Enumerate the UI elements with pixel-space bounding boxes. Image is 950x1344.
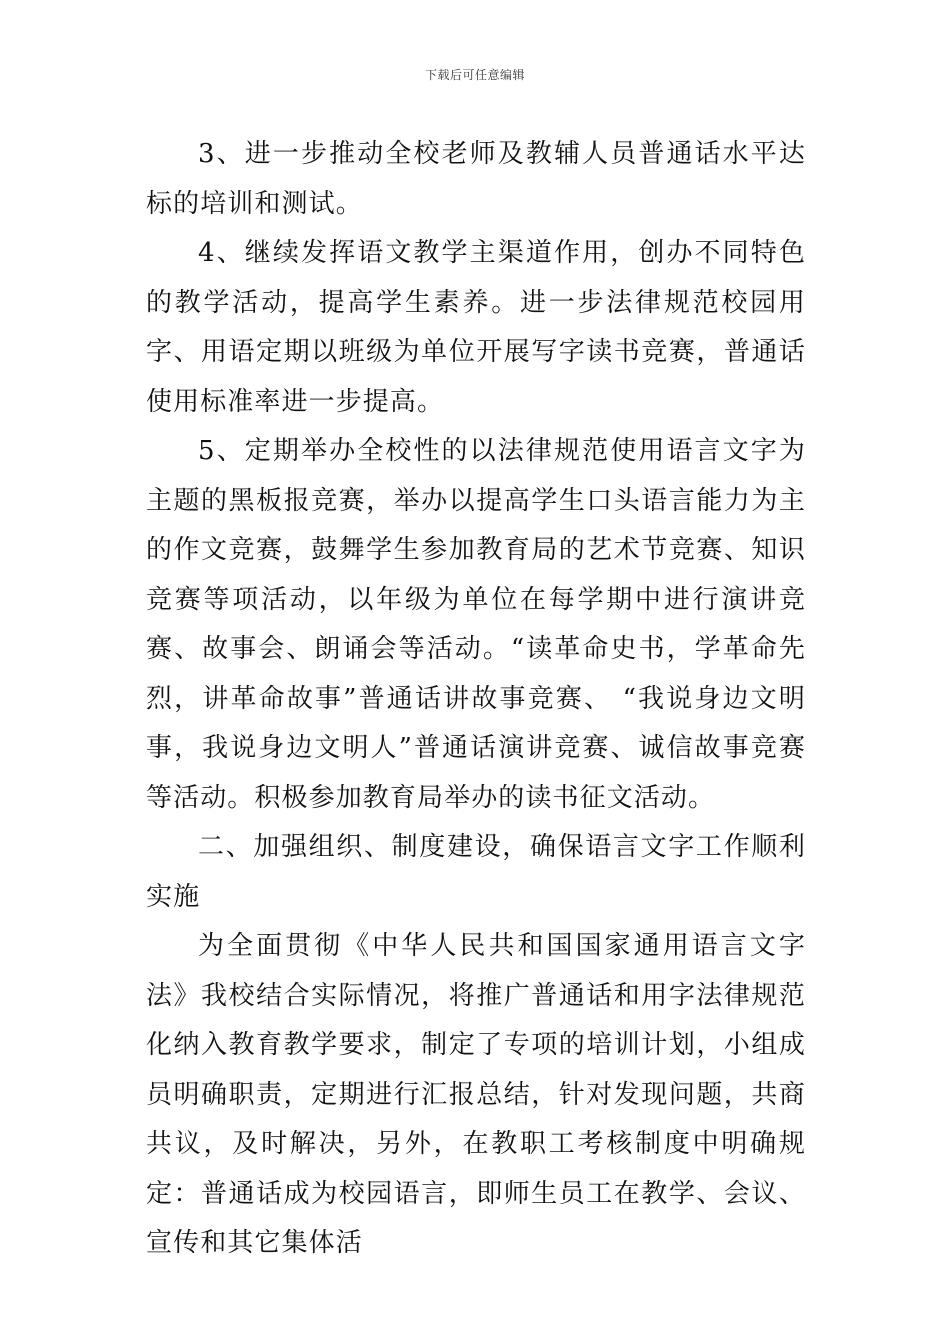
section-heading-two: 二、加强组织、制度建设，确保语言文字工作顺利实施	[146, 832, 806, 912]
document-body	[146, 130, 806, 1269]
paragraph-item-3: 3、进一步推动全校老师及教辅人员普通话水平达标的培训和测试。	[146, 139, 806, 219]
paragraph-item-4: 4、继续发挥语文教学主渠道作用，创办不同特色的教学活动，提高学生素养。进一步法律规范校园用字、用语定期以班级为单位开展写字读书竞赛，普通话使用标准率进一步提高。	[146, 238, 806, 417]
paragraph-item-5: 5、定期举办全校性的以法律规范使用语言文字为主题的黑板报竞赛，举办以提高学生口头语言能力为主的作文竞赛，鼓舞学生参加教育局的艺术节竞赛、知识竞赛等项活动，以年级为单位在每学期中进行演讲竞赛、故事会、朗诵会等活动。“读革命史书，学革命先烈，讲革命故事”普通话讲故事竞赛、 “我说身边文明事，我说身边文明人”普通话演讲竞赛、诚信故事竞赛等活动。积极参加教育局举办的读书征文活动。	[146, 436, 806, 813]
paragraph-implementation: 为全面贯彻《中华人民共和国国家通用语言文字法》我校结合实际情况，将推广普通话和用字法律规范化纳入教育教学要求，制定了专项的培训计划，小组成员明确职责，定期进行汇报总结，针对发现问题，共商共议，及时解决，另外，在教职工考核制度中明确规定：普通话成为校园语言，即师生员工在教学、会议、宣传和其它集体活	[146, 931, 806, 1258]
page-header-note: 下载后可任意编辑	[424, 68, 525, 82]
